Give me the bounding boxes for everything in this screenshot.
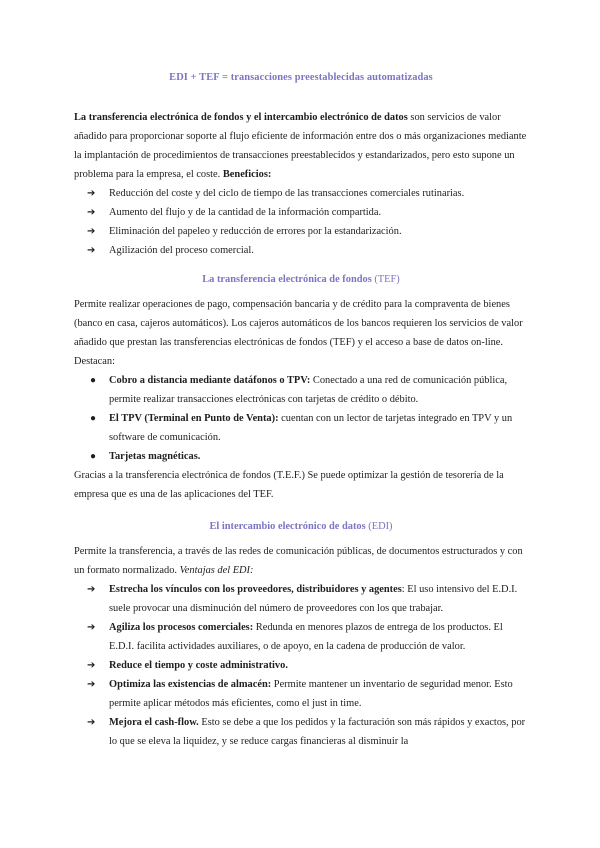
edi-paragraph-text: Permite la transferencia, a través de las redes de comunicación públicas, de documentos estructurados y con un formato normalizado. bbox=[74, 546, 523, 576]
intro-bold-lead: La transferencia electrónica de fondos y el intercambio electrónico de datos bbox=[74, 112, 408, 123]
edi-paragraph bbox=[74, 542, 528, 580]
list-item-text: Conectado a una red de comunicación pública, permite realizar transacciones electrónicas con tarjetas de crédito o débito. bbox=[109, 375, 508, 405]
list-item-text: Esto se debe a que los pedidos y la facturación son más rápidos y exactos, por lo que se eleva la liquidez, y se reduce cargas financieras al disminuir la bbox=[109, 717, 526, 747]
arrow-icon: ➔ bbox=[87, 584, 96, 595]
arrow-icon: ➔ bbox=[87, 660, 96, 671]
list-item-text: Permite mantener un inventario de seguridad menor. Esto permite aplicar métodos más eficientes, como el just in time. bbox=[109, 679, 513, 709]
list-item-text: : El uso intensivo del E.D.I. suele provocar una disminución del número de proveedores con los que trabajar. bbox=[109, 584, 518, 614]
list-item bbox=[74, 203, 528, 222]
intro-text: son servicios de valor añadido para proporcionar soporte al flujo eficiente de información entre dos o más organizaciones mediante la implantación de procedimientos de transacciones preestablecidos y estandarizados, pero esto supone un problema para la empresa, el coste. bbox=[74, 112, 527, 180]
list-item bbox=[74, 447, 528, 466]
intro-paragraph bbox=[74, 108, 528, 184]
edi-list bbox=[74, 580, 528, 751]
arrow-icon: ➔ bbox=[87, 245, 96, 256]
list-item-bold: Estrecha los vínculos con los proveedores, distribuidores y agentes bbox=[109, 584, 402, 595]
list-item bbox=[74, 184, 528, 203]
arrow-icon: ➔ bbox=[87, 188, 96, 199]
tef-heading-abbr: (TEF) bbox=[371, 274, 400, 285]
list-item-text: Agilización del proceso comercial. bbox=[109, 245, 254, 256]
edi-heading-text: El intercambio electrónico de datos bbox=[209, 521, 366, 532]
list-item bbox=[74, 371, 528, 409]
list-item bbox=[74, 580, 528, 618]
arrow-icon: ➔ bbox=[87, 226, 96, 237]
list-item-bold: Agiliza los procesos comerciales: bbox=[109, 622, 254, 633]
bullet-icon: ● bbox=[90, 413, 97, 424]
intro-bold-tail: Beneficios: bbox=[222, 169, 272, 180]
arrow-icon: ➔ bbox=[87, 622, 96, 633]
list-item-text: Aumento del flujo y de la cantidad de la información compartida. bbox=[109, 207, 382, 218]
arrow-icon: ➔ bbox=[87, 679, 96, 690]
bullet-icon: ● bbox=[90, 375, 97, 386]
list-item-text: Reducción del coste y del ciclo de tiempo de las transacciones comerciales rutinarias. bbox=[109, 188, 465, 199]
arrow-icon: ➔ bbox=[87, 207, 96, 218]
list-item-bold: Optimiza las existencias de almacén: bbox=[109, 679, 272, 690]
list-item-text: Eliminación del papeleo y reducción de errores por la estandarización. bbox=[109, 226, 402, 237]
document-title: EDI + TEF = transacciones preestablecidas automatizadas bbox=[169, 72, 433, 83]
tef-paragraph: Permite realizar operaciones de pago, compensación bancaria y de crédito para la compraventa de bienes (banco en casa, cajeros automáticos). Los cajeros automáticos de los bancos requieren los servicios de valor añadido que prestan las transferencias electrónicas de fondos (TEF) y el acceso a base de datos on-line. Destacan: bbox=[74, 299, 523, 367]
list-item-bold: El TPV (Terminal en Punto de Venta): bbox=[109, 413, 279, 424]
arrow-icon: ➔ bbox=[87, 717, 96, 728]
tef-heading bbox=[74, 270, 528, 289]
tef-closing: Gracias a la transferencia electrónica de fondos (T.E.F.) Se puede optimizar la gestión de tesorería de la empresa que es una de las aplicaciones del TEF. bbox=[74, 470, 504, 500]
list-item-bold: Reduce el tiempo y coste administrativo. bbox=[109, 660, 288, 671]
list-item-text: Redunda en menores plazos de entrega de los productos. El E.D.I. facilita actividades auxiliares, o de apoyo, en la cadena de producción de valor. bbox=[109, 622, 503, 652]
tef-list bbox=[74, 371, 528, 466]
tef-heading-text: La transferencia electrónica de fondos bbox=[202, 274, 372, 285]
list-item-bold: Cobro a distancia mediante datáfonos o TPV: bbox=[109, 375, 311, 386]
bullet-icon: ● bbox=[90, 451, 97, 462]
list-item-bold: Tarjetas magnéticas. bbox=[109, 451, 201, 462]
list-item bbox=[74, 656, 528, 675]
list-item bbox=[74, 675, 528, 713]
edi-heading bbox=[74, 517, 528, 536]
benefits-list bbox=[74, 184, 528, 260]
list-item bbox=[74, 618, 528, 656]
list-item-text: cuentan con un lector de tarjetas integrado en TPV y un software de comunicación. bbox=[109, 413, 513, 443]
list-item bbox=[74, 713, 528, 751]
list-item bbox=[74, 409, 528, 447]
edi-paragraph-italic: Ventajas del EDI: bbox=[179, 565, 254, 576]
list-item bbox=[74, 241, 528, 260]
edi-heading-abbr: (EDI) bbox=[365, 521, 393, 532]
list-item bbox=[74, 222, 528, 241]
list-item-bold: Mejora el cash-flow. bbox=[109, 717, 199, 728]
